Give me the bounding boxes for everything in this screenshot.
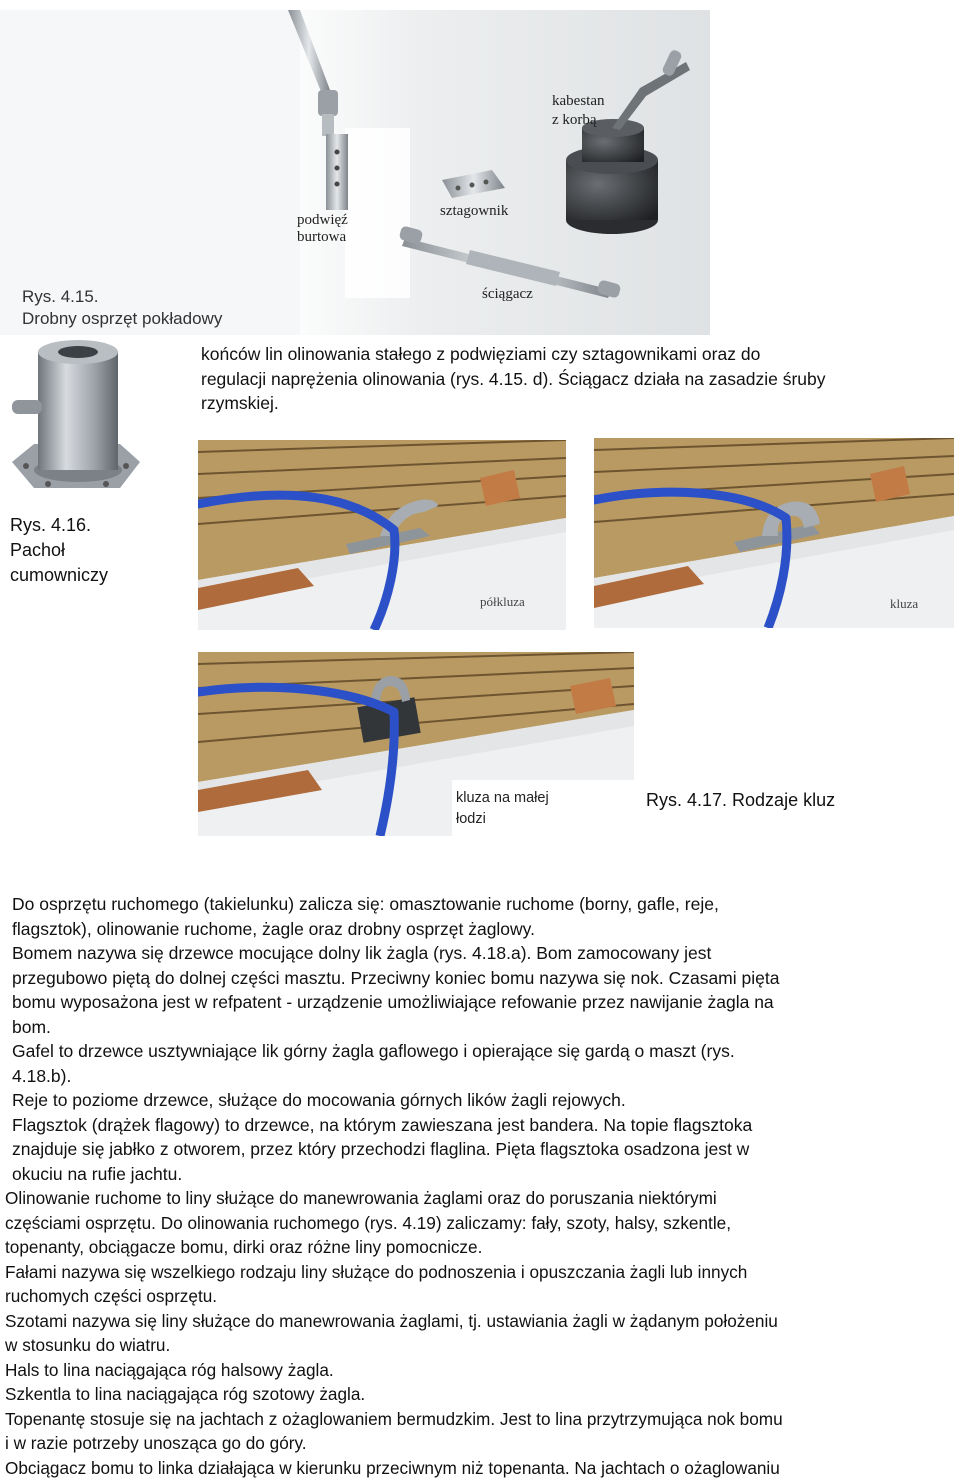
body-line: Hals to lina naciągająca róg halsowy żagla. [5, 1358, 783, 1383]
body-line: Szkentla to lina naciągająca róg szotowy żagla. [5, 1382, 783, 1407]
figure-4-17-polkluza [198, 440, 566, 630]
body-line: ruchomych części osprzętu. [5, 1284, 783, 1309]
body-line: Flagsztok (drążek flagowy) to drzewce, na którym zawieszana jest bandera. Na topie flagsztoka [12, 1113, 779, 1138]
bollard-illustration [8, 338, 144, 502]
intro-line-3: rzymskiej. [201, 391, 826, 416]
body-section-olinowanie-ruchome [5, 1186, 783, 1480]
body-line: Reje to poziome drzewce, służące do mocowania górnych lików żagli rejowych. [12, 1088, 779, 1113]
label-sztagownik: sztagownik [440, 203, 508, 220]
body-section-osprzet-ruchomy [12, 892, 779, 1186]
body-line: bom. [12, 1015, 779, 1040]
body-line: 4.18.b). [12, 1064, 779, 1089]
figure-4-15-caption-title: Drobny osprzęt pokładowy [22, 308, 222, 330]
body-line: bomu wyposażona jest w refpatent - urządzenie umożliwiające refowanie przez nawijanie żagla na [12, 990, 779, 1015]
label-sciagacz: ściągacz [482, 286, 533, 303]
figure-4-16-caption [10, 513, 108, 588]
label-kabestan-line1: kabestan [552, 92, 604, 111]
label-kabestan-line2: z korbą [552, 111, 604, 130]
figure-4-15-caption-number: Rys. 4.15. [22, 286, 222, 308]
body-line: Szotami nazywa się liny służące do manewrowania żaglami, tj. ustawiania żagli w żądanym położeniu [5, 1309, 783, 1334]
figure-4-17-kluza-mala [198, 652, 634, 836]
label-kluza-mala-line2: łodzi [456, 809, 549, 830]
figure-4-17-caption: Rys. 4.17. Rodzaje kluz [646, 788, 835, 813]
figure-4-16-image [8, 338, 144, 502]
body-line: przegubowo piętą do dolnej części masztu. Przeciwny koniec bomu nazywa się nok. Czasami pięta [12, 966, 779, 991]
kluza-mala-label-box [452, 780, 634, 836]
intro-paragraph [201, 342, 826, 416]
body-line: Gafel to drzewce usztywniające lik górny żagla gaflowego i opierające się gardą o maszt (rys. [12, 1039, 779, 1064]
figure-4-15 [0, 10, 718, 335]
body-line: Bomem nazywa się drzewce mocujące dolny lik żagla (rys. 4.18.a). Bom zamocowany jest [12, 941, 779, 966]
body-line: Topenantę stosuje się na jachtach z ożaglowaniem bermudzkim. Jest to lina przytrzymująca nok bomu [5, 1407, 783, 1432]
intro-line-2: regulacji naprężenia olinowania (rys. 4.15. d). Ściągacz działa na zasadzie śruby [201, 367, 826, 392]
figure-4-16-caption-line2: Pachoł [10, 538, 108, 563]
body-line: okuciu na rufie jachtu. [12, 1162, 779, 1187]
intro-line-1: końców lin olinowania stałego z podwięziami czy sztagownikami oraz do [201, 342, 826, 367]
label-podwiez-burtowa [297, 212, 348, 246]
body-line: znajduje się jabłko z otworem, przez który przechodzi flaglina. Pięta flagsztoka osadzona jest w [12, 1137, 779, 1162]
label-kabestan [552, 92, 604, 130]
label-kluza-mala [456, 788, 549, 830]
body-line: topenanty, obciągacze bomu, dirki oraz różne liny pomocnicze. [5, 1235, 783, 1260]
figure-4-15-caption [22, 286, 222, 330]
body-line: Olinowanie ruchome to liny służące do manewrowania żaglami oraz do poruszania niektórymi [5, 1186, 783, 1211]
label-kluza: kluza [890, 596, 918, 612]
body-line: Obciągacz bomu to linka działająca w kierunku przeciwnym niż topenanta. Na jachtach o ożaglowaniu [5, 1456, 783, 1480]
figure-4-16-caption-number: Rys. 4.16. [10, 513, 108, 538]
label-kluza-mala-line1: kluza na małej [456, 788, 549, 809]
body-line: Do osprzętu ruchomego (takielunku) zalicza się: omasztowanie ruchome (borny, gafle, reje, [12, 892, 779, 917]
figure-4-17-kluza [594, 438, 954, 628]
figure-4-16-caption-line3: cumowniczy [10, 563, 108, 588]
label-podwiez-line1: podwięź [297, 212, 348, 229]
body-line: Fałami nazywa się wszelkiego rodzaju liny służące do podnoszenia i opuszczania żagli lub innych [5, 1260, 783, 1285]
body-line: częściami osprzętu. Do olinowania ruchomego (rys. 4.19) zaliczamy: fały, szoty, halsy, szkentle, [5, 1211, 783, 1236]
body-line: flagsztok), olinowanie ruchome, żagle oraz drobny osprzęt żaglowy. [12, 917, 779, 942]
body-line: i w razie potrzeby unosząca go do góry. [5, 1431, 783, 1456]
body-line: w stosunku do wiatru. [5, 1333, 783, 1358]
label-podwiez-line2: burtowa [297, 229, 348, 246]
label-polkluza: półkluza [480, 594, 525, 610]
